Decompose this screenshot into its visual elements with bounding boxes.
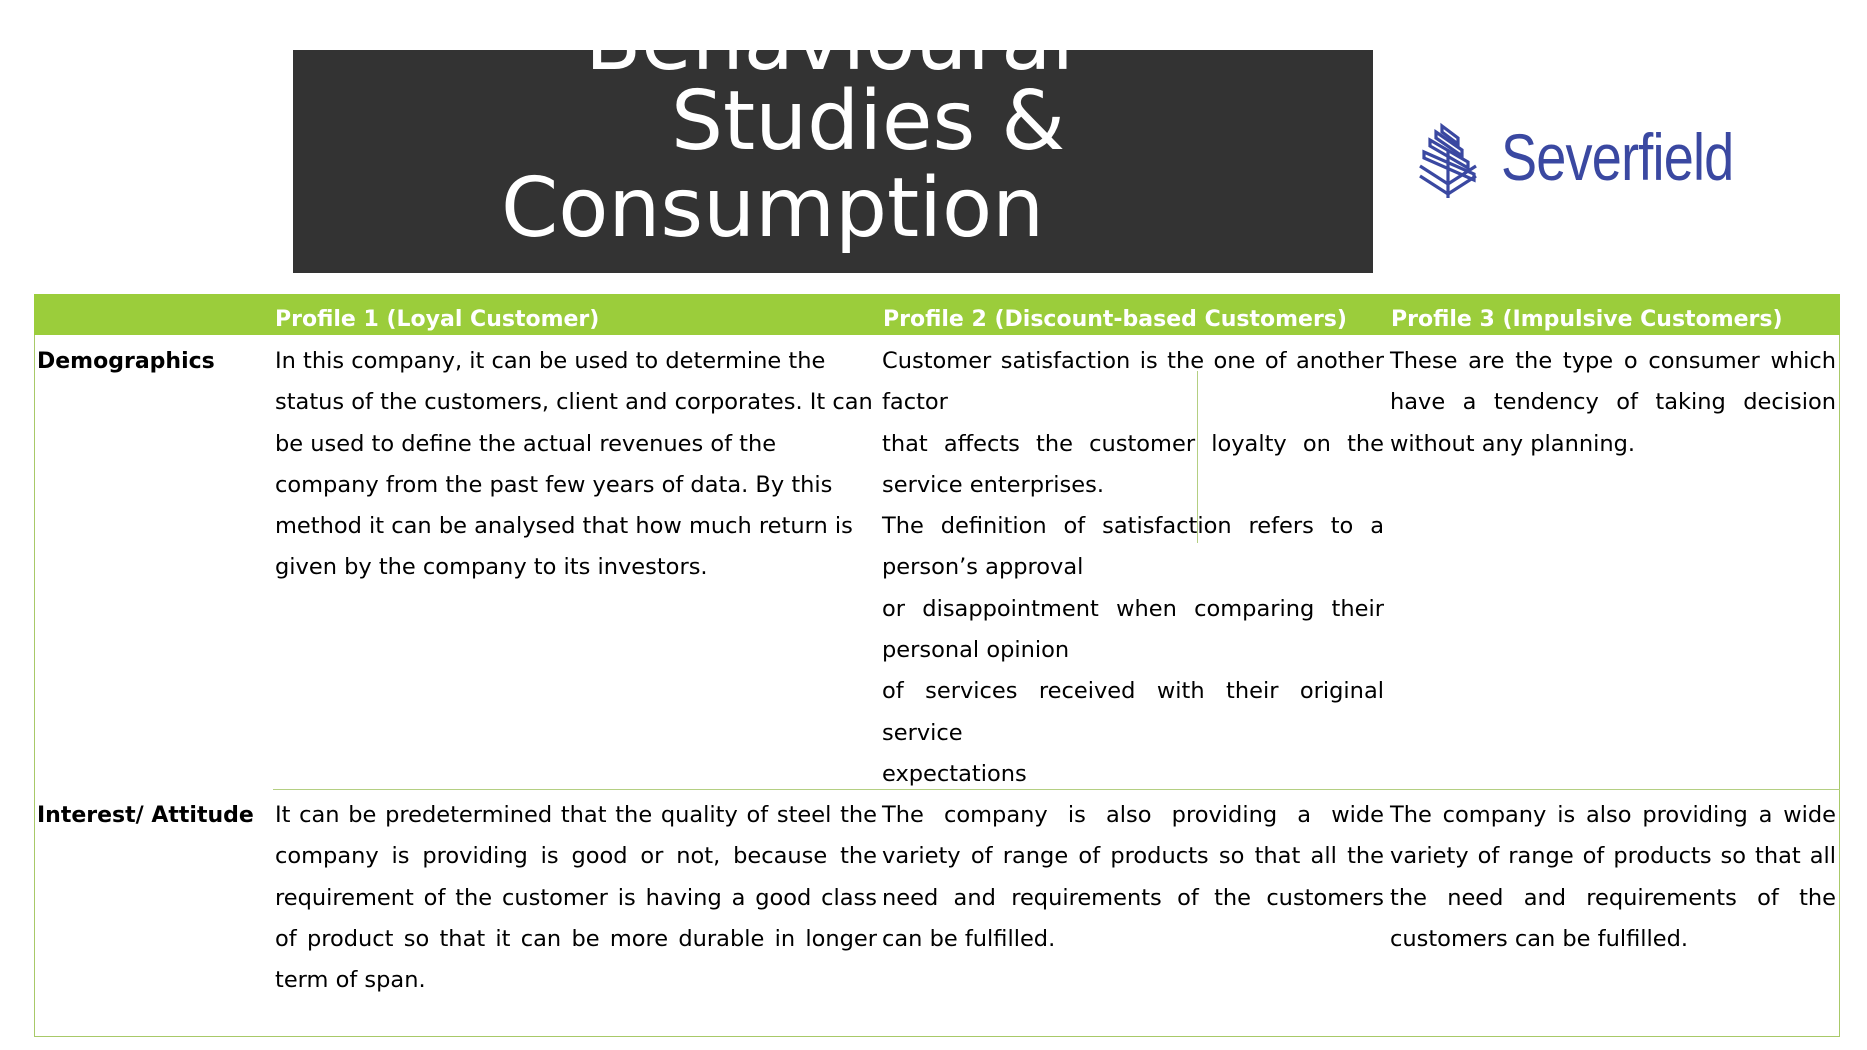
column-header-profile-2: Profile 2 (Discount-based Customers) [883, 307, 1347, 332]
demographics-profile-2-para-4: or disappointment when comparing their personal opinion [882, 595, 1384, 664]
title-box [293, 0, 1373, 273]
demographics-profile-3-cell: These are the type o consumer which have a tendency of taking decision without any planning. [1390, 348, 1836, 457]
demographics-profile-2-para-3: The definition of satisfaction refers to a person’s approval [882, 513, 1384, 581]
logo-mark-icon [1418, 122, 1480, 200]
interest-profile-2-cell: The company is also providing a wide variety of range of products so that all the need and requirements of the customers can be fulfilled. [882, 802, 1384, 952]
interest-profile-1-cell: It can be predetermined that the quality of steel the company is providing is good or not, because the requirement of the customer is having a good class of product so that it can be more durable in longer term of span. [275, 802, 877, 994]
demographics-profile-2-cell [882, 341, 1384, 795]
demographics-profile-2-para-1: Customer satisfaction is the one of another factor [882, 348, 1384, 416]
demographics-profile-1-cell: In this company, it can be used to determine the status of the customers, client and corporates. It can be used to define the actual revenues of the company from the past few years of data. By this method it can be analysed that how much return is given by the company to its investors. [275, 348, 873, 581]
title-line-2: Studies & [671, 74, 1066, 169]
column-header-profile-1: Profile 1 (Loyal Customer) [275, 307, 600, 332]
column-header-profile-3: Profile 3 (Impulsive Customers) [1391, 307, 1783, 332]
title-line-1: Behavioural [585, 0, 1075, 89]
demographics-profile-2-para-5: of services received with their original service [882, 678, 1384, 746]
demographics-profile-2-para-6: expectations [882, 760, 1027, 787]
demographics-profile-2-para-2: that affects the customer loyalty on the service enterprises. [882, 430, 1384, 498]
logo-wordmark: Severfield [1501, 120, 1734, 194]
title-line-3: Consumption [501, 161, 1045, 256]
row-label-interest-attitude: Interest/ Attitude [37, 803, 254, 828]
company-logo [1418, 118, 1763, 200]
interest-profile-3-cell: The company is also providing a wide variety of range of products so that all the need and requirements of the customers can be fulfilled. [1390, 802, 1836, 952]
row-label-demographics: Demographics [37, 349, 215, 374]
